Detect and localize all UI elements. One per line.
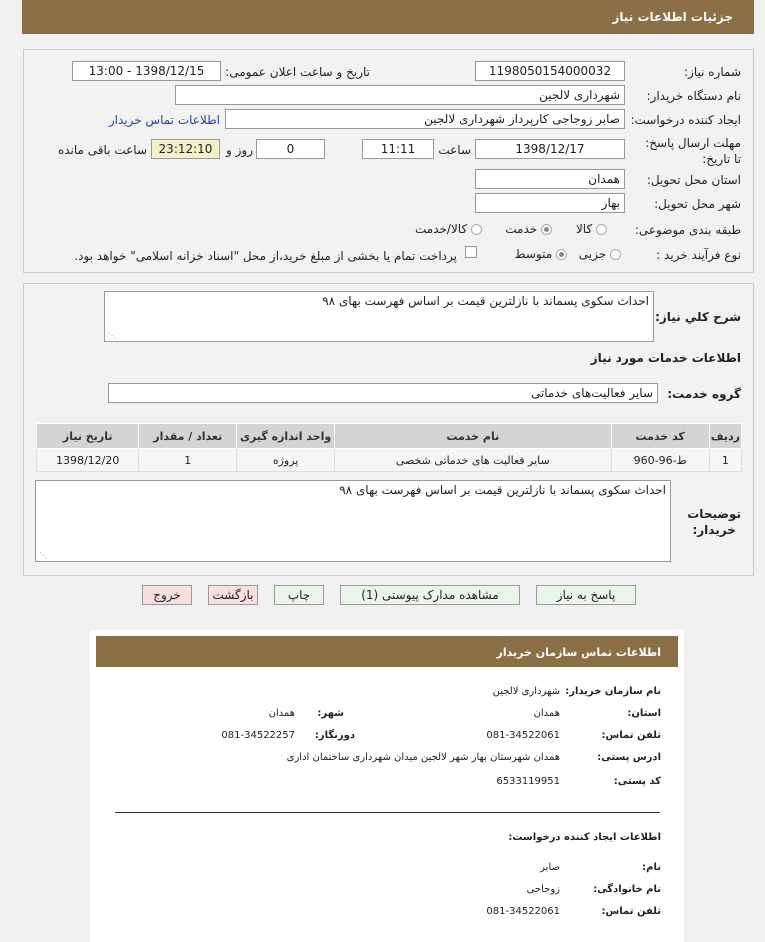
buyer-contact-link[interactable]: اطلاعات تماس خریدار xyxy=(108,113,220,127)
creator-name-label: نام: xyxy=(642,862,661,873)
process-option-label: متوسط xyxy=(514,247,553,261)
contact-city-label: شهر: xyxy=(317,708,344,719)
contact-phone-label: تلفن تماس: xyxy=(601,730,661,741)
contact-province-value: همدان xyxy=(533,708,560,719)
deadline-time-field: 11:11 xyxy=(362,139,434,159)
buyer-org-field: شهرداری لالجین xyxy=(175,85,625,105)
city-label: شهر محل تحویل: xyxy=(654,197,741,211)
col-quantity: تعداد / مقدار xyxy=(139,424,237,449)
remaining-time-field: 23:12:10 xyxy=(151,139,220,159)
buyer-notes-label-line2: خریدار: xyxy=(692,523,736,537)
contact-header-title: اطلاعات تماس سازمان خریدار xyxy=(496,646,661,659)
checkbox-icon xyxy=(465,246,477,258)
contact-fax-value: 081-34522257 xyxy=(221,730,295,741)
service-group-field: سایر فعالیت‌های خدماتی xyxy=(108,383,658,403)
resize-grip-icon: ⋰ xyxy=(108,331,116,340)
creator-info-title: اطلاعات ایجاد کننده درخواست: xyxy=(508,832,661,843)
contact-card xyxy=(90,630,684,942)
announce-field: 1398/12/15 - 13:00 xyxy=(72,61,221,81)
remaining-label: ساعت باقی مانده xyxy=(57,143,147,157)
service-group-label: گروه خدمت: xyxy=(667,387,741,401)
days-field: 0 xyxy=(256,139,325,159)
category-radio-goods[interactable] xyxy=(576,222,607,236)
creator-field: صابر زوجاجی کارپرداز شهرداری لالجین xyxy=(225,109,625,129)
category-option-label: کالا xyxy=(575,222,593,236)
province-field: همدان xyxy=(475,169,625,189)
resize-grip-icon: ⋰ xyxy=(39,551,47,560)
time-label: ساعت xyxy=(438,143,471,157)
creator-name-value: صابر xyxy=(540,862,560,873)
cell-date: 1398/12/20 xyxy=(37,449,139,472)
col-name: نام خدمت xyxy=(334,424,611,449)
radio-selected-icon xyxy=(541,224,552,235)
attachments-button[interactable]: مشاهده مدارک پیوستی (1) xyxy=(340,585,520,605)
table-row[interactable] xyxy=(37,449,742,472)
process-radio-minor[interactable] xyxy=(579,247,621,261)
creator-family-label: نام خانوادگی: xyxy=(593,884,661,895)
table-header-row xyxy=(37,424,742,449)
col-code: کد خدمت xyxy=(611,424,709,449)
deadline-date-field: 1398/12/17 xyxy=(475,139,625,159)
category-option-label: کالا/خدمت xyxy=(414,222,468,236)
back-button[interactable]: بازگشت xyxy=(208,585,258,605)
exit-button[interactable]: خروج xyxy=(142,585,192,605)
radio-icon xyxy=(610,249,621,260)
col-date: تاریخ نیاز xyxy=(37,424,139,449)
need-number-field: 1198050154000032 xyxy=(475,61,625,81)
contact-province-label: استان: xyxy=(627,708,661,719)
contact-address-value: همدان شهرستان بهار شهر لالجین میدان شهرداری ساختمان اداری xyxy=(286,752,560,763)
cell-name: سایر فعالیت های خدماتی شخصی xyxy=(334,449,611,472)
process-label: نوع فرآیند خرید : xyxy=(656,248,741,262)
buyer-notes-label xyxy=(687,506,741,538)
deadline-label-text: مهلت ارسال پاسخ: تا تاریخ: xyxy=(645,136,741,166)
cell-quantity: 1 xyxy=(139,449,237,472)
creator-label: ایجاد کننده درخواست: xyxy=(630,113,741,127)
description-label: شرح کلي نياز: xyxy=(655,310,741,324)
contact-divider xyxy=(115,812,660,813)
process-option-label: جزیی xyxy=(578,247,607,261)
page-title: جزئیات اطلاعات نیاز xyxy=(612,10,733,24)
city-field: بهار xyxy=(475,193,625,213)
contact-postal-value: 6533119951 xyxy=(496,776,560,787)
category-option-label: خدمت xyxy=(505,222,538,236)
radio-selected-icon xyxy=(556,249,567,260)
contact-fax-label: دورنگار: xyxy=(314,730,355,741)
buyer-notes-textarea[interactable] xyxy=(35,480,671,562)
contact-address-label: ادرس پستی: xyxy=(597,752,661,763)
need-number-label: شماره نیاز: xyxy=(684,65,741,79)
contact-postal-label: کد پستی: xyxy=(613,776,661,787)
category-label: طبقه بندی موضوعی: xyxy=(634,223,741,237)
cell-code: ط-96-960 xyxy=(611,449,709,472)
category-radio-both[interactable] xyxy=(415,222,482,236)
buyer-notes-label-line1: توضیحات xyxy=(687,507,741,521)
col-unit: واحد اندازه گیری xyxy=(237,424,335,449)
radio-icon xyxy=(596,224,607,235)
description-textarea[interactable] xyxy=(104,291,654,342)
cell-unit: پروژه xyxy=(237,449,335,472)
services-table xyxy=(36,423,742,472)
announce-label: تاریخ و ساعت اعلان عمومی: xyxy=(225,65,370,79)
reply-button[interactable]: پاسخ به نیاز xyxy=(536,585,636,605)
deadline-label xyxy=(641,135,741,167)
process-radio-medium[interactable] xyxy=(514,247,567,261)
description-text: احداث سکوی پسماند با نازلترین قیمت بر اساس فهرست بهای ۹۸ xyxy=(322,294,649,308)
radio-icon xyxy=(471,224,482,235)
contact-org-value: شهرداری لالجین xyxy=(492,686,560,697)
creator-family-value: زوجاجی xyxy=(526,884,560,895)
creator-phone-label: تلفن تماس: xyxy=(601,906,661,917)
province-label: استان محل تحویل: xyxy=(646,173,741,187)
contact-org-label: نام سازمان خریدار: xyxy=(565,686,661,697)
col-row: ردیف xyxy=(709,424,741,449)
contact-phone-value: 081-34522061 xyxy=(486,730,560,741)
print-button[interactable]: چاپ xyxy=(274,585,324,605)
cell-row: 1 xyxy=(709,449,741,472)
services-section-title: اطلاعات خدمات مورد نیاز xyxy=(590,351,741,365)
days-label: روز و xyxy=(226,143,253,157)
category-radio-service[interactable] xyxy=(505,222,552,236)
buyer-notes-text: احداث سکوی پسماند با نازلترین قیمت بر اساس فهرست بهای ۹۸ xyxy=(339,483,666,497)
contact-city-value: همدان xyxy=(268,708,295,719)
buyer-org-label: نام دستگاه خریدار: xyxy=(646,89,741,103)
creator-phone-value: 081-34522061 xyxy=(486,906,560,917)
payment-note: پرداخت تمام یا بخشی از مبلغ خرید،از محل "اسناد خزانه اسلامی" خواهد بود. xyxy=(74,249,457,263)
treasury-payment-checkbox[interactable] xyxy=(465,246,477,261)
